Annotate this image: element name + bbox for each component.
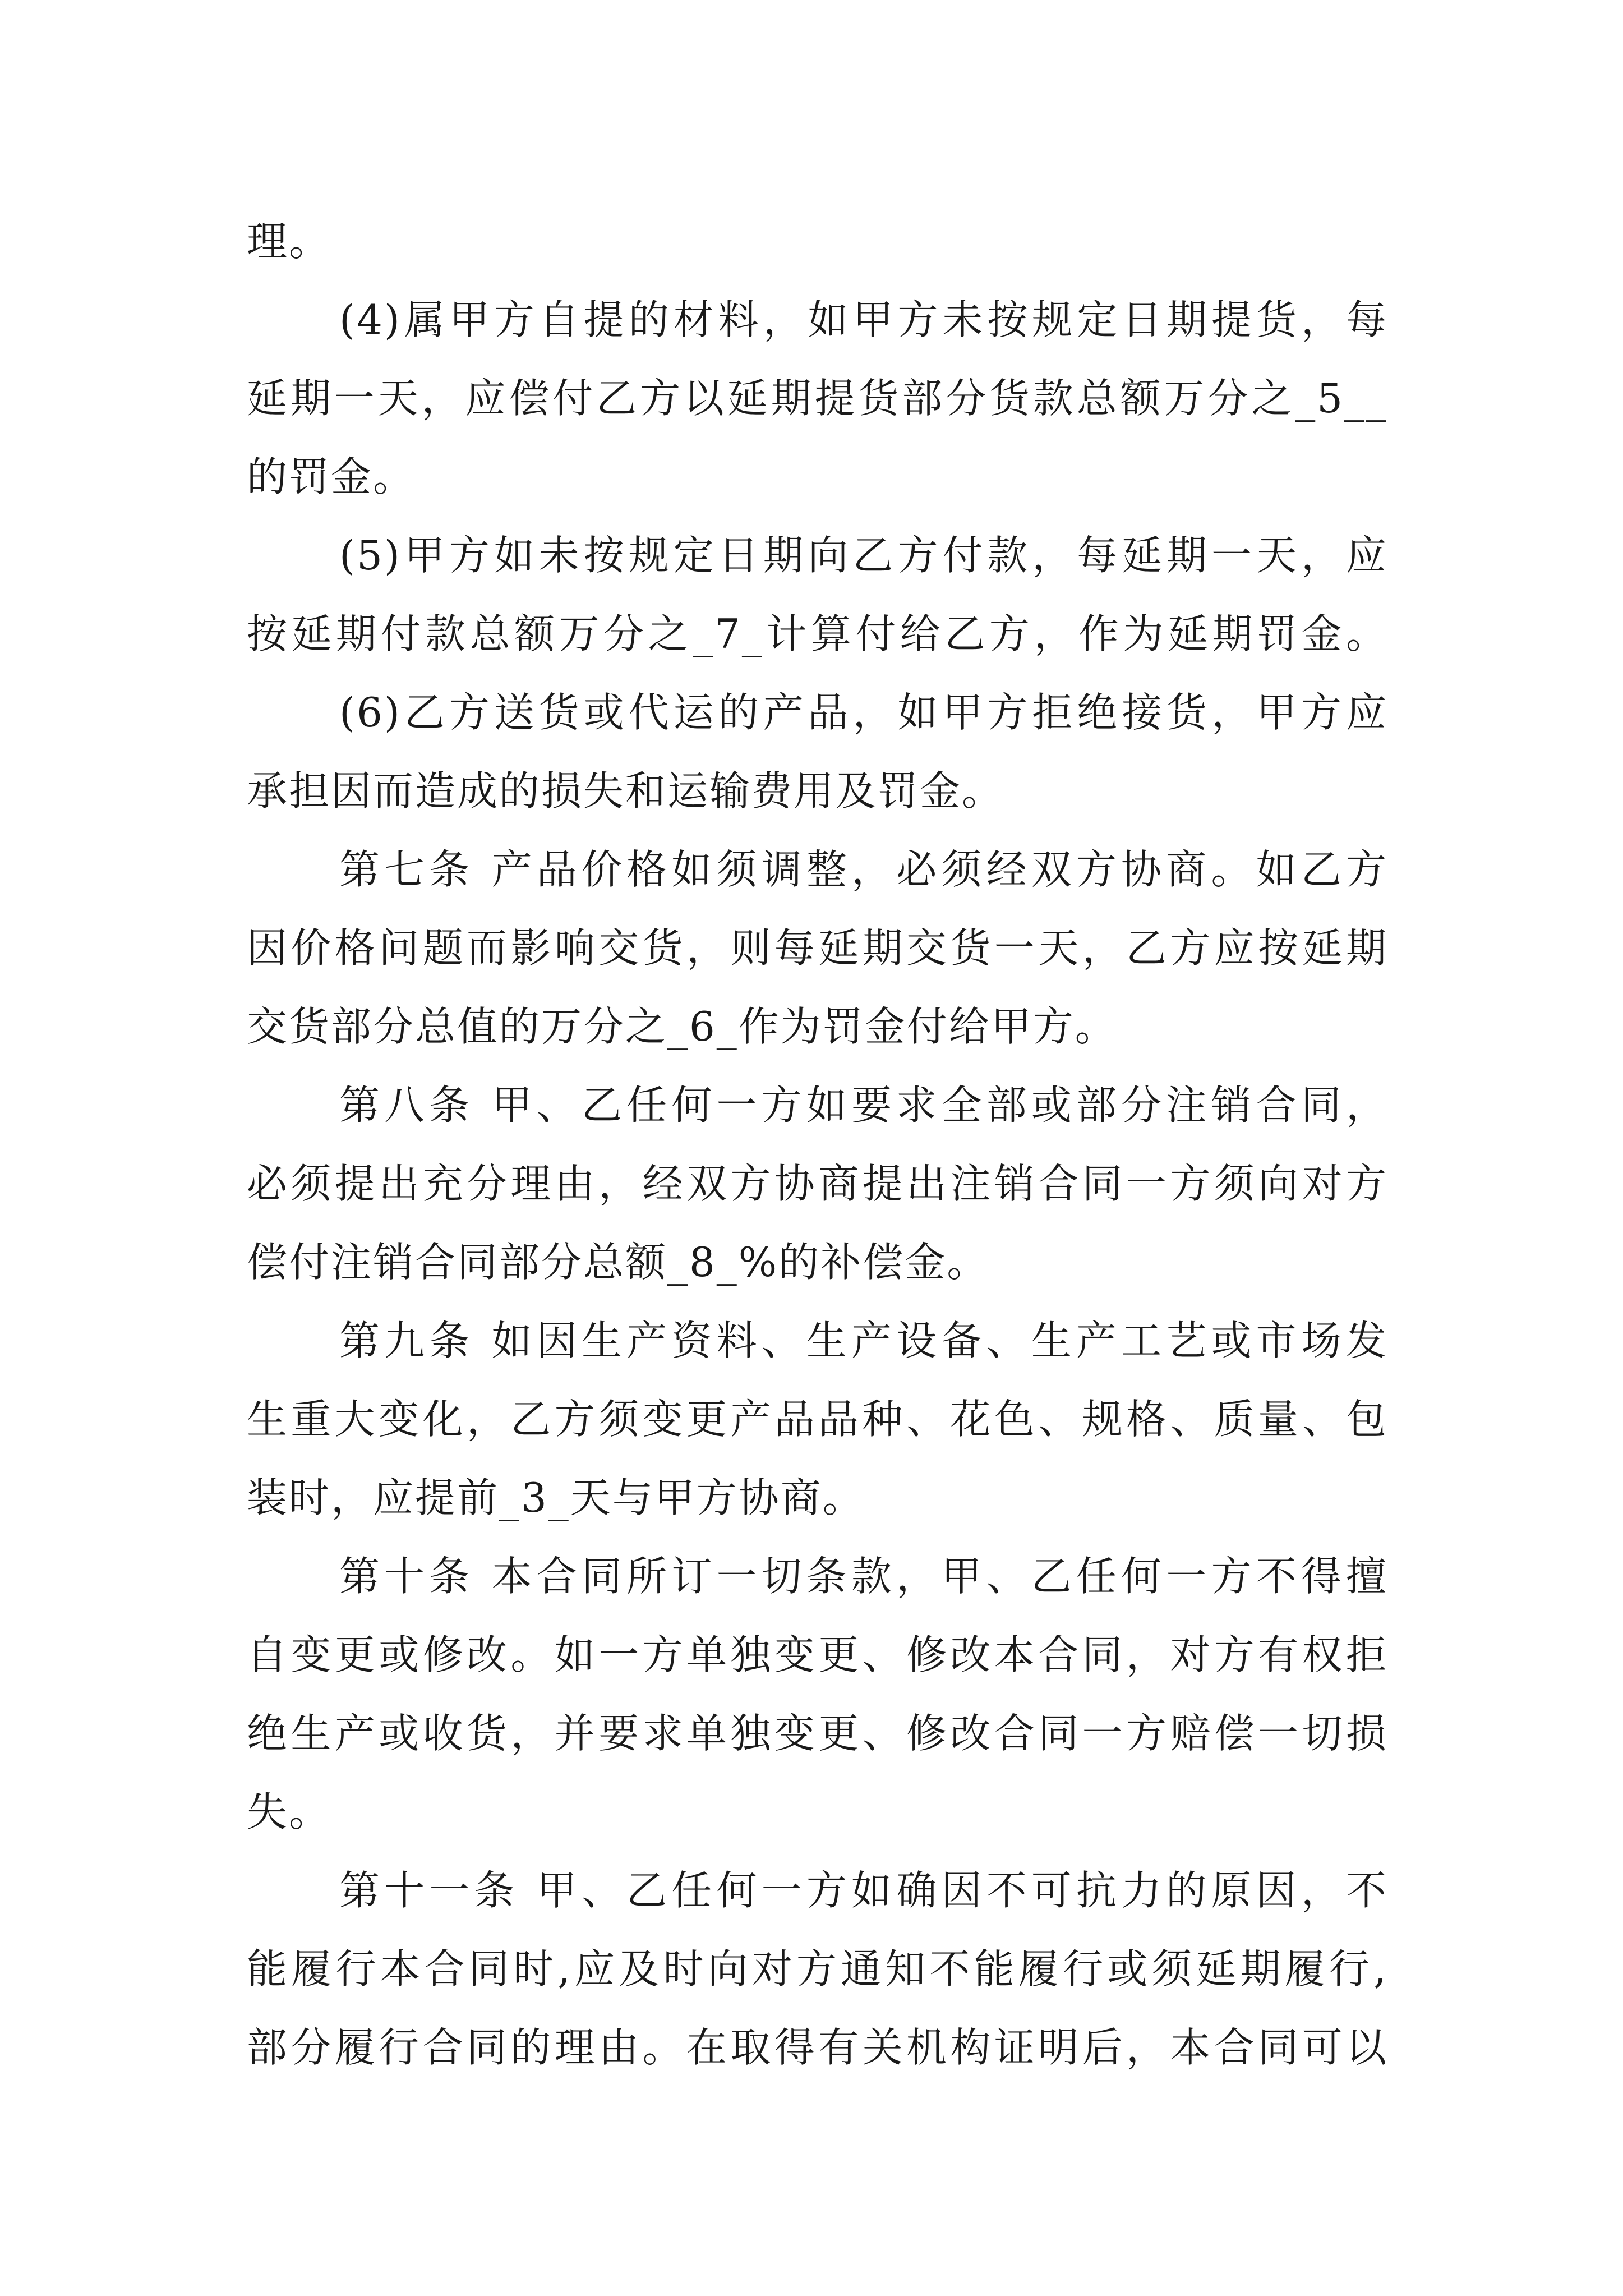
text-line: 绝生产或收货，并要求单独变更、修改合同一方赔偿一切损 — [247, 1710, 1388, 1757]
text-line: (6)乙方送货或代运的产品，如甲方拒绝接货，甲方应 — [339, 689, 1388, 736]
text-line: 偿付注销合同部分总额_8_%的补偿金。 — [247, 1239, 989, 1286]
text-line: 承担因而造成的损失和运输费用及罚金。 — [247, 767, 1004, 815]
text-line: 因价格问题而影响交货，则每延期交货一天，乙方应按延期 — [247, 924, 1388, 972]
text-line: 必须提出充分理由，经双方协商提出注销合同一方须向对方 — [247, 1160, 1388, 1207]
text-line: 部分履行合同的理由。在取得有关机构证明后，本合同可以 — [247, 2024, 1388, 2071]
text-line: (4)属甲方自提的材料，如甲方未按规定日期提货，每 — [339, 296, 1388, 343]
text-line: 理。 — [247, 218, 331, 265]
text-line: (5)甲方如未按规定日期向乙方付款，每延期一天，应 — [339, 532, 1388, 579]
text-line: 能履行本合同时,应及时向对方通知不能履行或须延期履行, — [247, 1945, 1388, 1993]
text-line: 自变更或修改。如一方单独变更、修改本合同，对方有权拒 — [247, 1631, 1388, 1678]
text-line: 第十条 本合同所订一切条款，甲、乙任何一方不得擅 — [339, 1553, 1388, 1600]
text-line: 装时，应提前_3_天与甲方协商。 — [247, 1474, 865, 1521]
text-line: 第七条 产品价格如须调整，必须经双方协商。如乙方 — [339, 846, 1388, 893]
text-line: 失。 — [247, 1788, 331, 1835]
text-line: 生重大变化，乙方须变更产品品种、花色、规格、质量、包 — [247, 1396, 1388, 1443]
text-line: 交货部分总值的万分之_6_作为罚金付给甲方。 — [247, 1003, 1117, 1050]
text-line: 按延期付款总额万分之_7_计算付给乙方，作为延期罚金。 — [247, 610, 1388, 657]
text-line: 的罚金。 — [247, 453, 416, 500]
text-line: 第十一条 甲、乙任何一方如确因不可抗力的原因，不 — [339, 1867, 1388, 1914]
text-line: 第九条 如因生产资料、生产设备、生产工艺或市场发 — [339, 1317, 1388, 1364]
text-line: 延期一天，应偿付乙方以延期提货部分货款总额万分之_5__ — [247, 375, 1388, 422]
text-line: 第八条 甲、乙任何一方如要求全部或部分注销合同， — [339, 1082, 1388, 1129]
